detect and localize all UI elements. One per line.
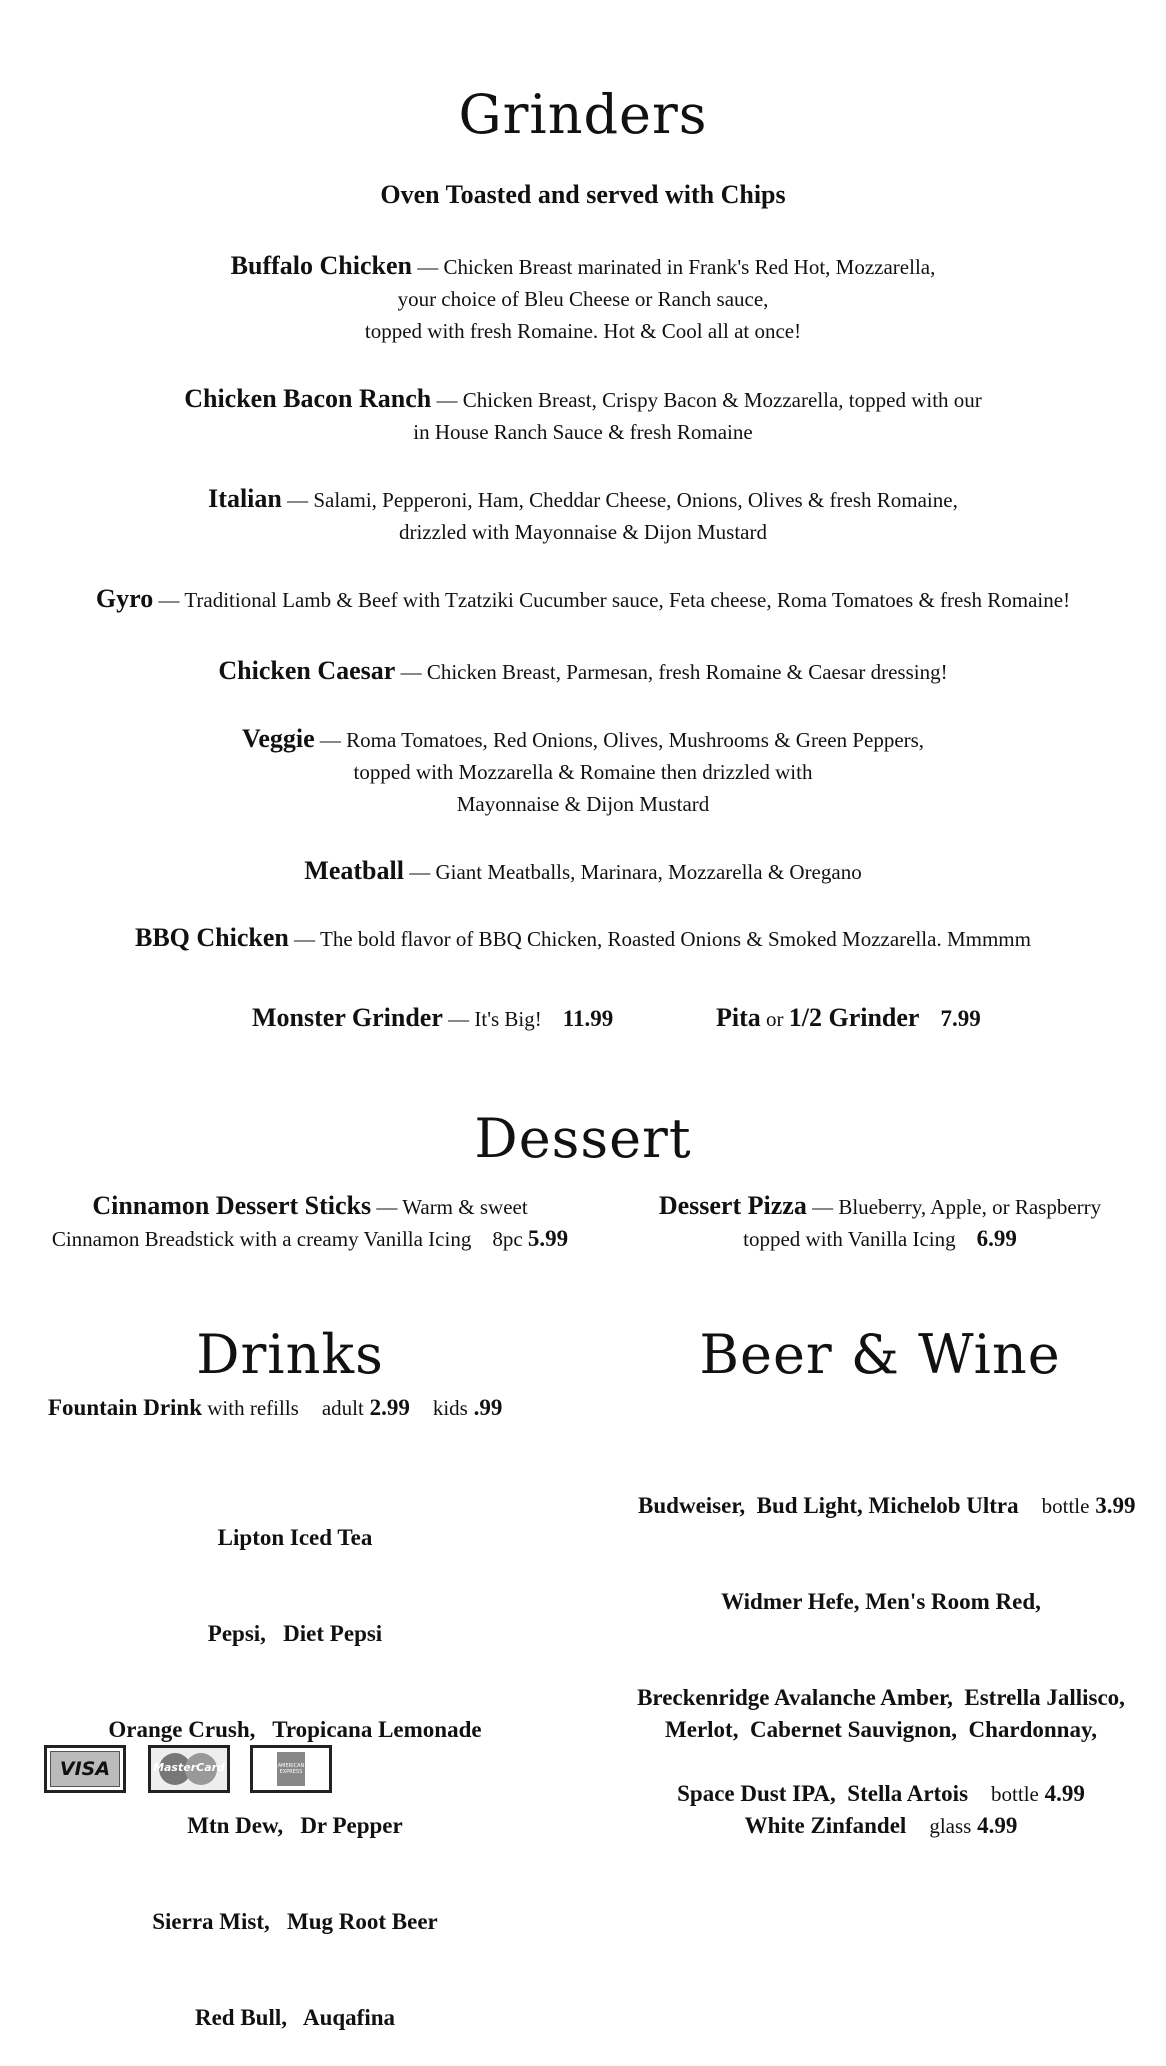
amex-logo: AMERICAN EXPRESS xyxy=(250,1745,332,1793)
visa-logo: VISA xyxy=(44,1745,126,1793)
list-item: Lipton Iced Tea xyxy=(217,1525,373,1550)
menu-item-dessert-pizza: Dessert Pizza — Blueberry, Apple, or Raspberry topped with Vanilla Icing 6.99 xyxy=(658,1191,1102,1251)
price: 4.99 xyxy=(977,1813,1018,1838)
menu-item-pita-half-grinder: Pita or 1/2 Grinder 7.99 xyxy=(716,1003,981,1032)
list-item: Pepsi, Diet Pepsi xyxy=(207,1621,383,1646)
item-name: Veggie xyxy=(241,724,315,753)
menu-item-gyro: Gyro — Traditional Lamb & Beef with Tzatziki Cucumber sauce, Feta cheese, Roma Tomatoes & fresh Romaine! xyxy=(95,584,1071,613)
list-item: Orange Crush, Tropicana Lemonade xyxy=(108,1717,482,1742)
mastercard-logo: MasterCard xyxy=(148,1745,230,1793)
item-name: Buffalo Chicken xyxy=(230,251,412,280)
menu-item-italian: Italian — Salami, Pepperoni, Ham, Cheddar Cheese, Onions, Olives & fresh Romaine, drizzled with Mayonnaise & Dijon Mustard xyxy=(208,484,958,544)
beer-wine-title: Beer & Wine xyxy=(699,1323,1061,1386)
fountain-drink: Fountain Drink with refills adult 2.99 kids .99 xyxy=(48,1395,503,1420)
dessert-title: Dessert xyxy=(474,1107,692,1170)
menu-item-meatball: Meatball — Giant Meatballs, Marinara, Mozzarella & Oregano xyxy=(304,856,862,885)
drinks-title: Drinks xyxy=(196,1323,384,1386)
menu-item-chicken-caesar: Chicken Caesar — Chicken Breast, Parmesan, fresh Romaine & Caesar dressing! xyxy=(218,656,948,685)
wine-group: Merlot, Cabernet Sauvignon, Chardonnay, White Zinfandel glass 4.99 xyxy=(665,1717,1097,1838)
item-name: Meatball xyxy=(304,856,404,885)
item-name: Chicken Bacon Ranch xyxy=(184,384,432,413)
item-name: Chicken Caesar xyxy=(218,656,396,685)
price: 5.99 xyxy=(527,1226,569,1251)
list-item: Mtn Dew, Dr Pepper xyxy=(187,1813,403,1838)
menu-item-chicken-bacon-ranch: Chicken Bacon Ranch — Chicken Breast, Crispy Bacon & Mozzarella, topped with our in House Ranch Sauce & fresh Romaine xyxy=(184,384,982,444)
item-name: Gyro xyxy=(95,584,154,613)
menu-item-cinnamon-dessert-sticks: Cinnamon Dessert Sticks — Warm & sweet Cinnamon Breadstick with a creamy Vanilla Icing 8pc 5.99 xyxy=(51,1191,569,1251)
menu-item-buffalo-chicken: Buffalo Chicken — Chicken Breast marinated in Frank's Red Hot, Mozzarella, your choice of Bleu Cheese or Ranch sauce, topped with fresh Romaine. Hot & Cool all at once! xyxy=(230,251,936,343)
item-name: BBQ Chicken xyxy=(135,923,289,952)
item-name: Italian xyxy=(208,484,282,513)
price: 6.99 xyxy=(976,1226,1017,1251)
beer-group-domestic: Budweiser, Bud Light, Michelob Ultra bottle 3.99 xyxy=(638,1493,1136,1518)
beer-group-craft: Widmer Hefe, Men's Room Red, Breckenridge Avalanche Amber, Estrella Jallisco, Space Dust IPA, Stella Artois bottle 4.99 xyxy=(637,1589,1125,1806)
menu-item-monster-grinder: Monster Grinder — It's Big! 11.99 xyxy=(252,1003,614,1032)
price: 11.99 xyxy=(562,1006,614,1031)
menu-item-veggie: Veggie — Roma Tomatoes, Red Onions, Olives, Mushrooms & Green Peppers, topped with Mozzarella & Romaine then drizzled with Mayonnaise & Dijon Mustard xyxy=(241,724,925,816)
grinders-title: Grinders xyxy=(458,83,708,146)
grinders-subtitle: Oven Toasted and served with Chips xyxy=(380,180,786,209)
list-item: Red Bull, Auqafina xyxy=(194,2005,396,2030)
list-item: Sierra Mist, Mug Root Beer xyxy=(152,1909,438,1934)
price: 4.99 xyxy=(1044,1781,1085,1806)
price: 3.99 xyxy=(1095,1493,1136,1518)
price: 7.99 xyxy=(940,1006,981,1031)
menu-item-bbq-chicken: BBQ Chicken — The bold flavor of BBQ Chicken, Roasted Onions & Smoked Mozzarella. Mmmmm xyxy=(135,923,1031,952)
